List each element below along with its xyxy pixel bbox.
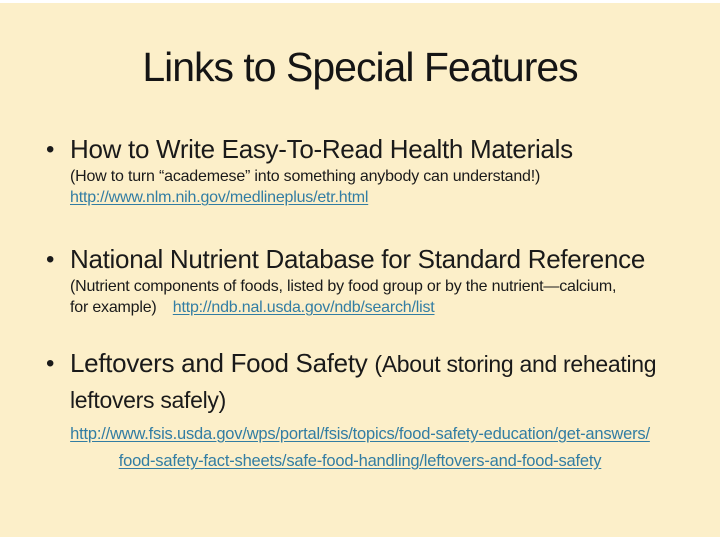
bullet-description-line2 [70,297,692,318]
bullet-description: (How to turn “academese” into something anybody can understand!) [70,168,541,186]
slide [0,3,720,537]
bullet-item-easy-to-read [46,133,692,208]
bullet-heading-line2: leftovers safely) [70,387,226,414]
fsis-leftovers-link-line1: http://www.fsis.usda.gov/wps/portal/fsis/topics/food-safety-education/get-answers/ [70,425,650,444]
ndb-search-link[interactable]: http://ndb.nal.usda.gov/ndb/search/list [172,299,435,317]
description-text: for example) [70,299,157,317]
bullet-heading: National Nutrient Database for Standard Reference [70,244,645,275]
bullet-heading: Leftovers and Food Safety [70,348,375,379]
bullet-item-leftovers [46,347,692,475]
bullet-heading-paren: (About storing and reheating [374,351,657,378]
nlm-etr-link[interactable]: http://www.nlm.nih.gov/medlineplus/etr.html [70,189,369,207]
slide-body [46,133,692,475]
bullet-item-nutrient-database [46,243,692,318]
fsis-leftovers-link[interactable] [0,421,720,475]
bullet-heading: How to Write Easy-To-Read Health Materials [70,134,573,165]
long-link-block [0,421,720,475]
bullet-icon: • [46,350,55,378]
slide-title: Links to Special Features [142,44,578,90]
bullet-icon: • [46,136,55,164]
bullet-heading-line1 [70,347,692,384]
bullet-icon: • [46,246,55,274]
bullet-description-line1: (Nutrient components of foods, listed by food group or by the nutrient—calcium, [70,278,617,296]
fsis-leftovers-link-line2: food-safety-fact-sheets/safe-food-handling/leftovers-and-food-safety [118,452,602,471]
